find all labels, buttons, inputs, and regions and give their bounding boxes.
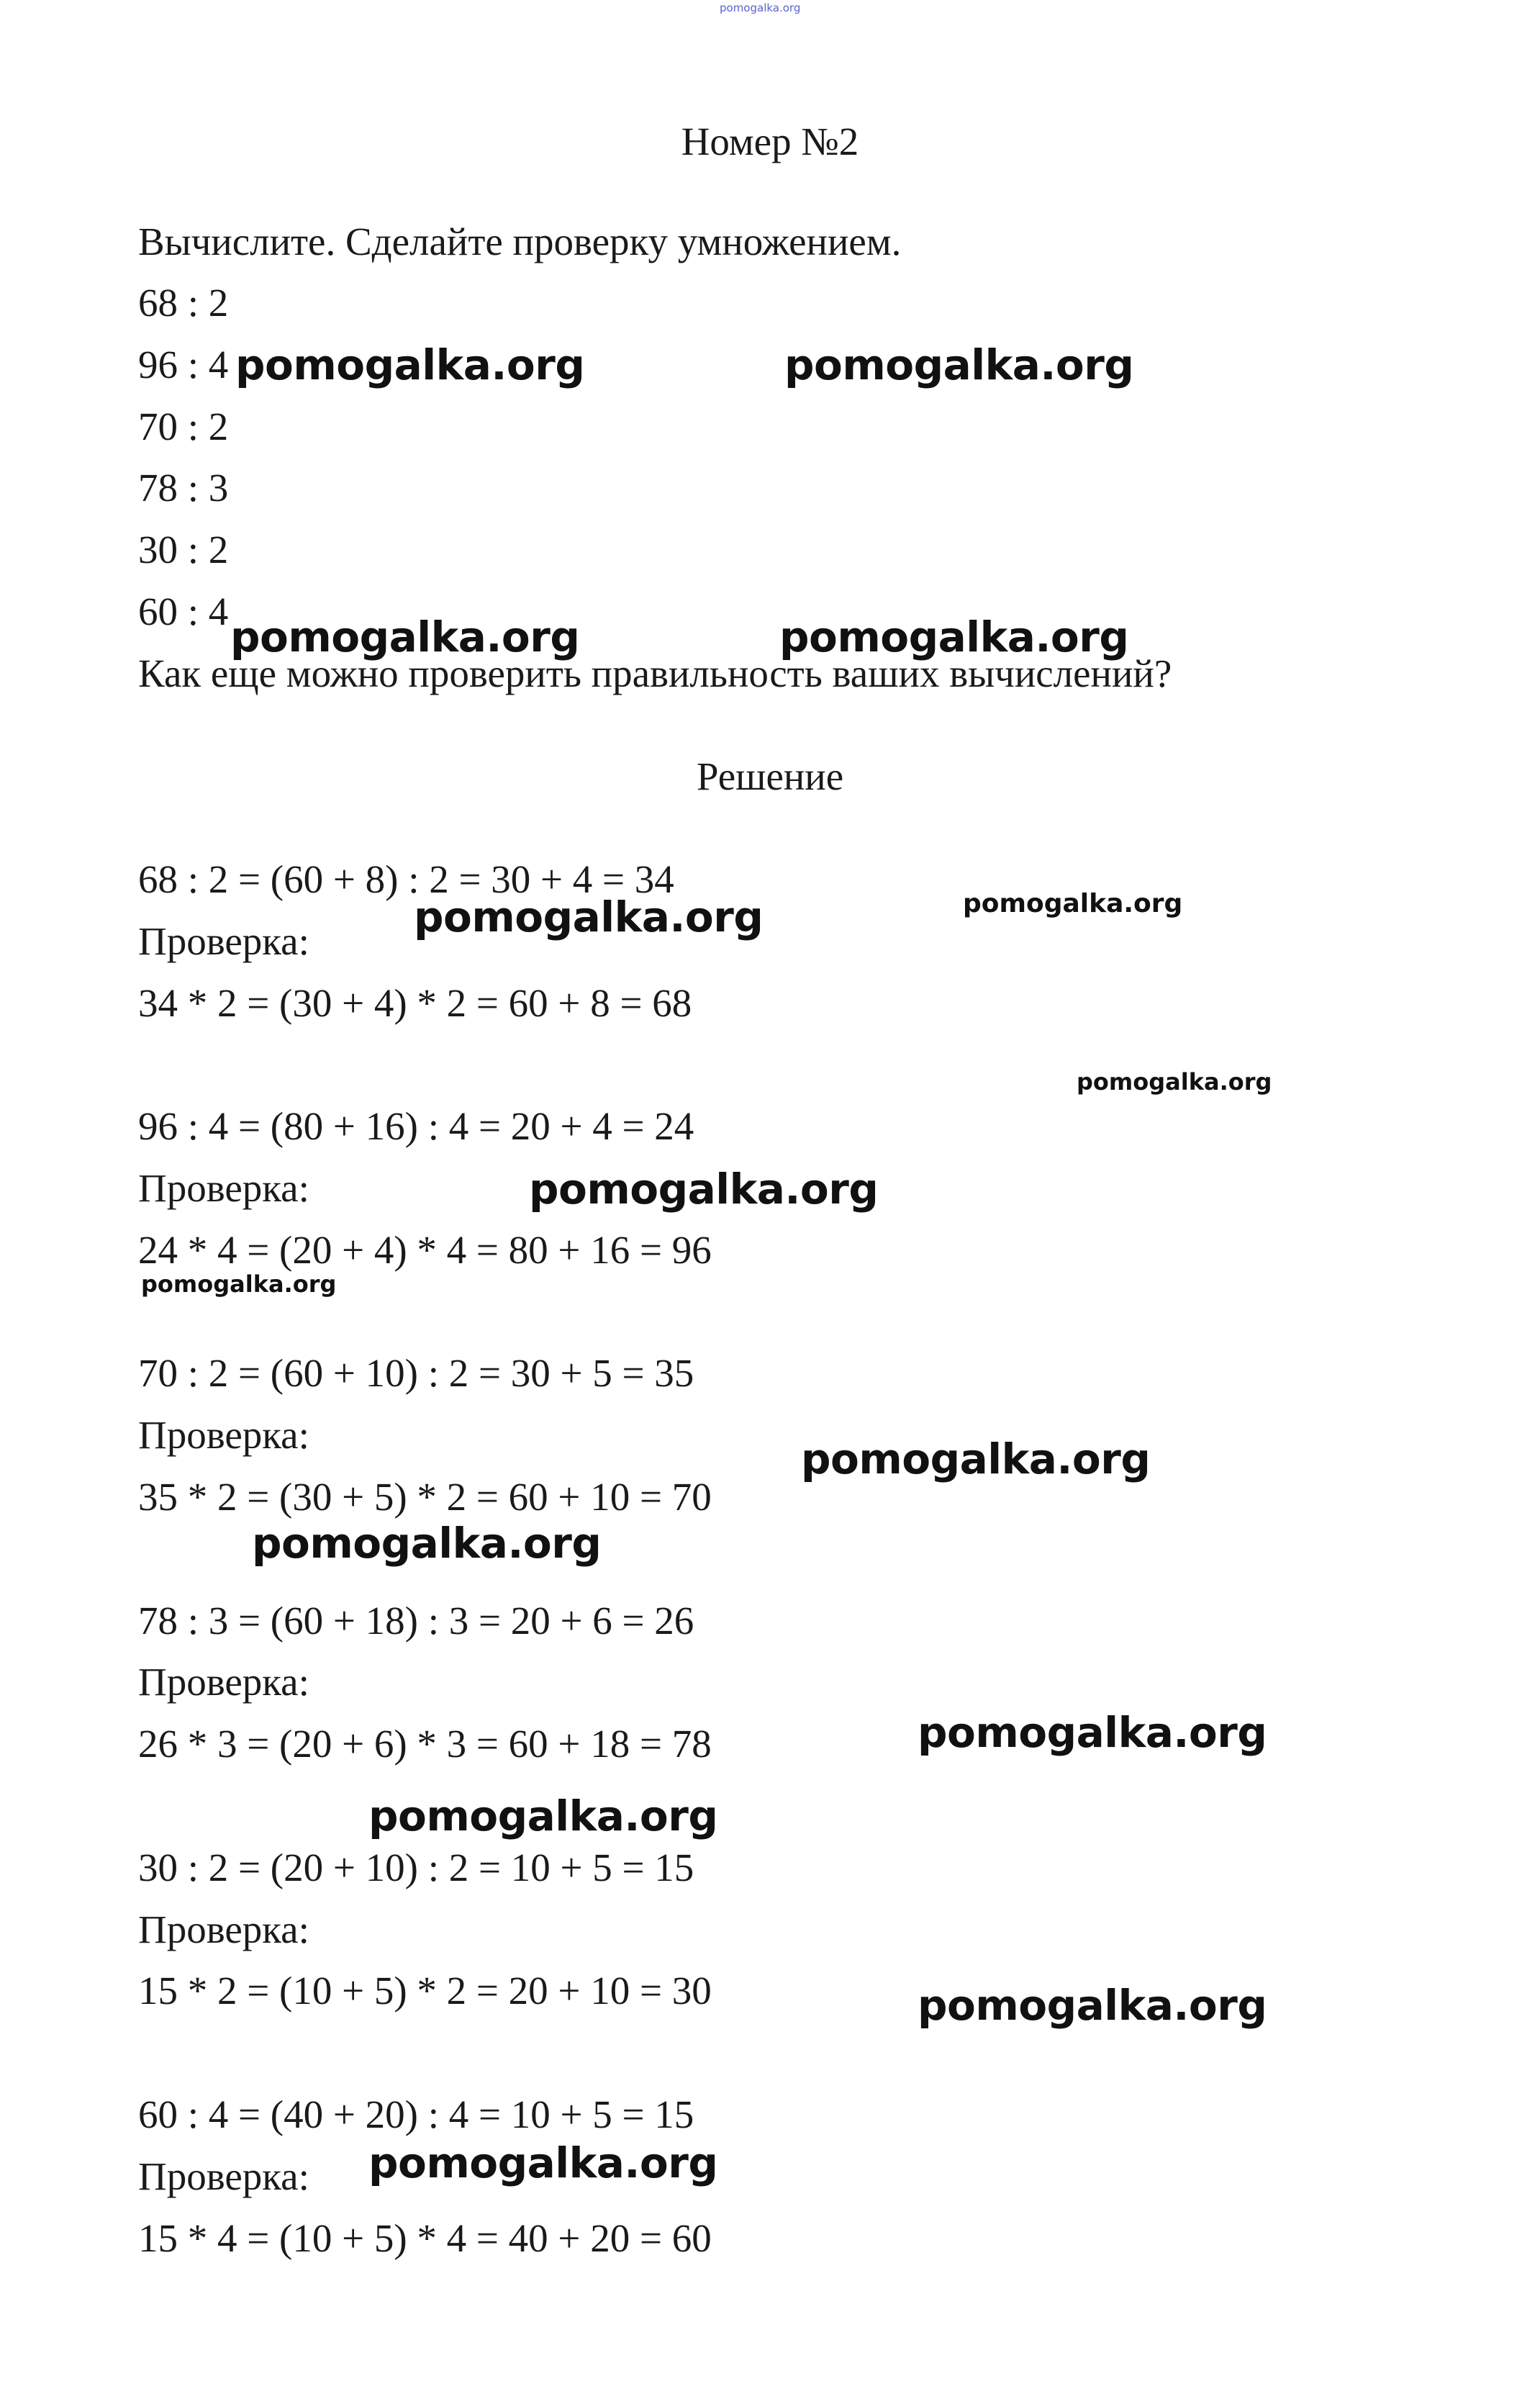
watermark: pomogalka.org <box>235 340 585 389</box>
watermark: pomogalka.org <box>230 613 580 661</box>
task-question: Как еще можно проверить правильность ваших вычислений? <box>138 651 1172 695</box>
solution-heading: Решение <box>696 754 844 798</box>
watermark: pomogalka.org <box>529 1165 879 1214</box>
task-expression: 78 : 3 <box>138 466 229 510</box>
task-instruction: Вычислите. Сделайте проверку умножением. <box>138 220 902 263</box>
solution-calc: 68 : 2 = (60 + 8) : 2 = 30 + 4 = 34 <box>138 857 674 901</box>
task-expression: 30 : 2 <box>138 528 229 572</box>
check-label: Проверка: <box>138 1660 309 1704</box>
watermark: pomogalka.org <box>918 1708 1267 1757</box>
solution-calc: 60 : 4 = (40 + 20) : 4 = 10 + 5 = 15 <box>138 2092 694 2136</box>
watermark: pomogalka.org <box>252 1519 602 1568</box>
task-expression: 60 : 4 <box>138 590 229 633</box>
watermark: pomogalka.org <box>918 1981 1267 2030</box>
watermark: pomogalka.org <box>414 893 764 941</box>
check-label: Проверка: <box>138 919 309 963</box>
solution-calc: 70 : 2 = (60 + 10) : 2 = 30 + 5 = 35 <box>138 1351 694 1395</box>
top-watermark: pomogalka.org <box>720 1 801 14</box>
task-expression: 70 : 2 <box>138 405 229 448</box>
solution-calc: 30 : 2 = (20 + 10) : 2 = 10 + 5 = 15 <box>138 1846 694 1889</box>
check-calc: 35 * 2 = (30 + 5) * 2 = 60 + 10 = 70 <box>138 1475 712 1519</box>
check-label: Проверка: <box>138 1166 309 1210</box>
task-expression: 96 : 4 <box>138 343 229 387</box>
solution-calc: 96 : 4 = (80 + 16) : 4 = 20 + 4 = 24 <box>138 1104 694 1148</box>
check-label: Проверка: <box>138 1413 309 1457</box>
check-calc: 34 * 2 = (30 + 4) * 2 = 60 + 8 = 68 <box>138 981 692 1025</box>
check-label: Проверка: <box>138 2154 309 2198</box>
watermark: pomogalka.org <box>141 1270 337 1298</box>
watermark: pomogalka.org <box>963 889 1183 918</box>
check-calc: 15 * 2 = (10 + 5) * 2 = 20 + 10 = 30 <box>138 1969 712 2013</box>
watermark: pomogalka.org <box>368 2138 718 2187</box>
solution-calc: 78 : 3 = (60 + 18) : 3 = 20 + 6 = 26 <box>138 1599 694 1643</box>
check-calc: 15 * 4 = (10 + 5) * 4 = 40 + 20 = 60 <box>138 2216 712 2260</box>
watermark: pomogalka.org <box>1077 1068 1272 1096</box>
page-title: Номер №2 <box>681 119 859 163</box>
check-label: Проверка: <box>138 1907 309 1951</box>
watermark: pomogalka.org <box>801 1435 1151 1483</box>
watermark: pomogalka.org <box>779 613 1129 661</box>
watermark: pomogalka.org <box>784 340 1134 389</box>
check-calc: 26 * 3 = (20 + 6) * 3 = 60 + 18 = 78 <box>138 1722 712 1766</box>
check-calc: 24 * 4 = (20 + 4) * 4 = 80 + 16 = 96 <box>138 1228 712 1272</box>
watermark: pomogalka.org <box>368 1792 718 1840</box>
task-expression: 68 : 2 <box>138 281 229 325</box>
